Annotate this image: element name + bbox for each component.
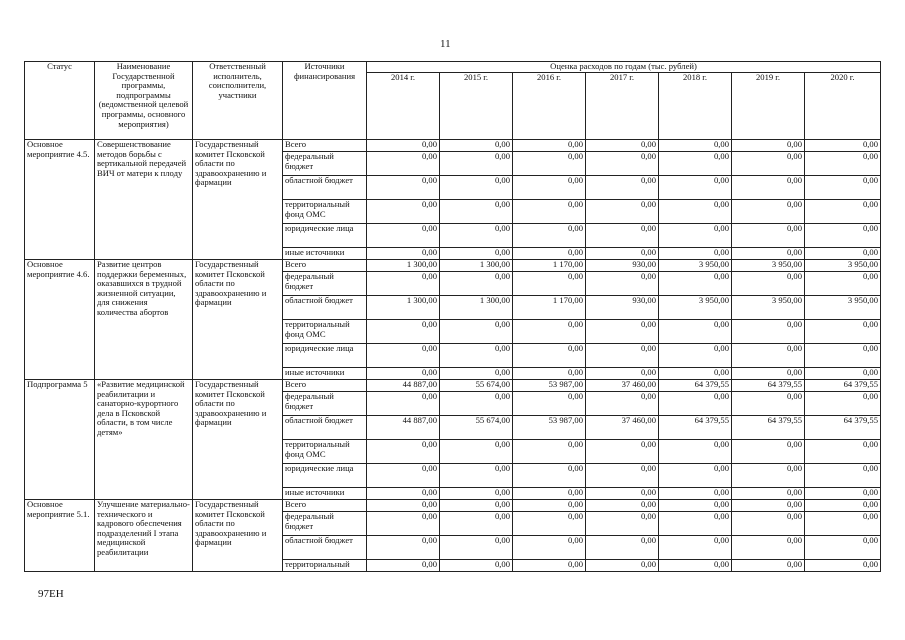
row-value: 0,00 xyxy=(732,392,805,416)
row-source: территориальный фонд ОМС xyxy=(283,320,367,344)
row-value: 0,00 xyxy=(440,560,513,572)
row-value: 0,00 xyxy=(805,488,881,500)
row-source: федеральный бюджет xyxy=(283,392,367,416)
row-value: 64 379,55 xyxy=(732,416,805,440)
header-responsible: Ответственный исполнитель, соисполнители, участники xyxy=(193,62,283,140)
row-value: 0,00 xyxy=(805,500,881,512)
row-value: 1 300,00 xyxy=(367,296,440,320)
row-source: территориальный xyxy=(283,560,367,572)
row-responsible: Государственный комитет Псковской области по здравоохранению и фармации xyxy=(193,380,283,500)
row-value: 0,00 xyxy=(805,176,881,200)
row-value: 0,00 xyxy=(732,464,805,488)
header-sources: Источники финансирования xyxy=(283,62,367,140)
row-value: 0,00 xyxy=(367,152,440,176)
row-value: 64 379,55 xyxy=(659,380,732,392)
row-value: 0,00 xyxy=(805,368,881,380)
header-estimate: Оценка расходов по годам (тыс. рублей) xyxy=(367,62,881,73)
row-name: Улучшение материально-технического и кадрового обеспечения подразделений I этапа медицинской реабилитации xyxy=(95,500,193,572)
row-value: 0,00 xyxy=(659,536,732,560)
row-value: 0,00 xyxy=(367,200,440,224)
row-value: 930,00 xyxy=(586,260,659,272)
row-value: 0,00 xyxy=(659,272,732,296)
row-source: иные источники xyxy=(283,368,367,380)
row-value: 0,00 xyxy=(367,320,440,344)
header-name: Наименование Государственной программы, подпрограммы (ведомственной целевой программы, основного мероприятия) xyxy=(95,62,193,140)
row-status: Подпрограмма 5 xyxy=(25,380,95,500)
row-value: 3 950,00 xyxy=(805,260,881,272)
row-value: 0,00 xyxy=(732,536,805,560)
row-value: 3 950,00 xyxy=(659,260,732,272)
row-value: 0,00 xyxy=(586,536,659,560)
row-value: 0,00 xyxy=(513,344,586,368)
row-responsible: Государственный комитет Псковской области по здравоохранению и фармации xyxy=(193,500,283,572)
row-value: 1 300,00 xyxy=(440,296,513,320)
row-source: Всего xyxy=(283,380,367,392)
row-value: 0,00 xyxy=(513,200,586,224)
row-value: 0,00 xyxy=(367,140,440,152)
row-value: 0,00 xyxy=(513,536,586,560)
row-value: 3 950,00 xyxy=(732,296,805,320)
row-value: 0,00 xyxy=(440,344,513,368)
row-value: 0,00 xyxy=(367,248,440,260)
row-source: областной бюджет xyxy=(283,536,367,560)
row-source: федеральный бюджет xyxy=(283,512,367,536)
row-value: 0,00 xyxy=(732,512,805,536)
row-value: 0,00 xyxy=(440,368,513,380)
row-value: 0,00 xyxy=(586,176,659,200)
row-name: Совершенствование методов борьбы с вертикальной передачей ВИЧ от матери к плоду xyxy=(95,140,193,260)
row-value: 0,00 xyxy=(513,392,586,416)
row-value: 0,00 xyxy=(805,200,881,224)
row-value: 0,00 xyxy=(513,176,586,200)
table-row xyxy=(25,380,881,392)
row-value: 0,00 xyxy=(440,272,513,296)
row-value: 0,00 xyxy=(805,320,881,344)
row-value: 0,00 xyxy=(513,248,586,260)
row-value: 0,00 xyxy=(586,248,659,260)
row-value: 0,00 xyxy=(367,176,440,200)
row-source: территориальный фонд ОМС xyxy=(283,200,367,224)
row-value: 0,00 xyxy=(440,140,513,152)
row-value: 0,00 xyxy=(659,248,732,260)
row-value: 0,00 xyxy=(440,464,513,488)
row-value: 0,00 xyxy=(513,272,586,296)
row-value: 0,00 xyxy=(805,560,881,572)
row-value: 0,00 xyxy=(513,368,586,380)
row-value: 0,00 xyxy=(659,392,732,416)
row-status: Основное мероприятие 5.1. xyxy=(25,500,95,572)
row-value: 0,00 xyxy=(732,368,805,380)
row-name: Развитие центров поддержки беременных, оказавшихся в трудной жизненной ситуации, для снижения количества абортов xyxy=(95,260,193,380)
row-value: 0,00 xyxy=(440,500,513,512)
row-value: 1 300,00 xyxy=(440,260,513,272)
row-value: 0,00 xyxy=(586,152,659,176)
row-value: 0,00 xyxy=(732,224,805,248)
row-status: Основное мероприятие 4.6. xyxy=(25,260,95,380)
row-value: 0,00 xyxy=(440,320,513,344)
row-value: 0,00 xyxy=(367,560,440,572)
row-value: 0,00 xyxy=(513,464,586,488)
row-value: 1 170,00 xyxy=(513,260,586,272)
row-value: 0,00 xyxy=(659,440,732,464)
row-value: 0,00 xyxy=(805,140,881,152)
row-value: 0,00 xyxy=(805,272,881,296)
row-value: 0,00 xyxy=(659,464,732,488)
row-value: 0,00 xyxy=(586,392,659,416)
row-value: 37 460,00 xyxy=(586,380,659,392)
row-value: 0,00 xyxy=(367,440,440,464)
row-value: 0,00 xyxy=(367,344,440,368)
header-year: 2014 г. xyxy=(367,73,440,140)
row-source: территориальный фонд ОМС xyxy=(283,440,367,464)
row-value: 0,00 xyxy=(440,200,513,224)
page-number: 11 xyxy=(440,38,451,50)
table-header xyxy=(25,62,881,140)
row-responsible: Государственный комитет Псковской области по здравоохранению и фармации xyxy=(193,260,283,380)
row-source: федеральный бюджет xyxy=(283,152,367,176)
row-value: 0,00 xyxy=(586,200,659,224)
row-source: юридические лица xyxy=(283,344,367,368)
row-value: 0,00 xyxy=(586,500,659,512)
row-value: 53 987,00 xyxy=(513,380,586,392)
row-source: Всего xyxy=(283,500,367,512)
row-value: 0,00 xyxy=(513,224,586,248)
row-value: 0,00 xyxy=(659,488,732,500)
row-value: 0,00 xyxy=(586,224,659,248)
row-value: 0,00 xyxy=(513,560,586,572)
row-value: 0,00 xyxy=(513,512,586,536)
row-value: 0,00 xyxy=(805,440,881,464)
budget-table xyxy=(24,61,881,572)
row-value: 0,00 xyxy=(732,200,805,224)
row-status: Основное мероприятие 4.5. xyxy=(25,140,95,260)
table-body xyxy=(25,140,881,572)
row-value: 53 987,00 xyxy=(513,416,586,440)
row-value: 0,00 xyxy=(367,536,440,560)
row-value: 1 300,00 xyxy=(367,260,440,272)
row-value: 0,00 xyxy=(659,344,732,368)
row-value: 0,00 xyxy=(440,440,513,464)
row-value: 0,00 xyxy=(659,152,732,176)
row-value: 0,00 xyxy=(367,464,440,488)
row-value: 0,00 xyxy=(367,512,440,536)
row-value: 0,00 xyxy=(440,176,513,200)
row-value: 0,00 xyxy=(440,536,513,560)
row-value: 0,00 xyxy=(513,500,586,512)
row-value: 0,00 xyxy=(805,512,881,536)
row-value: 55 674,00 xyxy=(440,416,513,440)
row-value: 0,00 xyxy=(513,440,586,464)
header-year: 2020 г. xyxy=(805,73,881,140)
row-value: 0,00 xyxy=(586,464,659,488)
row-value: 0,00 xyxy=(513,488,586,500)
row-value: 0,00 xyxy=(732,320,805,344)
row-value: 3 950,00 xyxy=(732,260,805,272)
row-value: 0,00 xyxy=(805,536,881,560)
header-year: 2018 г. xyxy=(659,73,732,140)
row-value: 0,00 xyxy=(805,248,881,260)
row-value: 0,00 xyxy=(732,344,805,368)
row-source: областной бюджет xyxy=(283,416,367,440)
row-source: областной бюджет xyxy=(283,296,367,320)
row-value: 0,00 xyxy=(586,320,659,344)
row-value: 0,00 xyxy=(732,248,805,260)
row-value: 0,00 xyxy=(732,176,805,200)
row-value: 0,00 xyxy=(440,224,513,248)
row-value: 0,00 xyxy=(805,392,881,416)
row-source: иные источники xyxy=(283,488,367,500)
row-value: 64 379,55 xyxy=(659,416,732,440)
row-value: 0,00 xyxy=(659,176,732,200)
row-value: 0,00 xyxy=(440,248,513,260)
row-value: 0,00 xyxy=(805,464,881,488)
table-row xyxy=(25,500,881,512)
table-row xyxy=(25,140,881,152)
row-value: 0,00 xyxy=(440,392,513,416)
row-value: 0,00 xyxy=(440,152,513,176)
row-source: юридические лица xyxy=(283,464,367,488)
row-value: 0,00 xyxy=(367,488,440,500)
row-value: 0,00 xyxy=(586,488,659,500)
row-value: 0,00 xyxy=(732,440,805,464)
row-name: «Развитие медицинской реабилитации и санаторно-курортного дела в Псковской области, в том числе детям» xyxy=(95,380,193,500)
header-year: 2016 г. xyxy=(513,73,586,140)
row-value: 0,00 xyxy=(659,500,732,512)
row-value: 0,00 xyxy=(513,320,586,344)
row-value: 0,00 xyxy=(805,152,881,176)
row-value: 0,00 xyxy=(367,224,440,248)
header-year: 2015 г. xyxy=(440,73,513,140)
row-value: 0,00 xyxy=(659,560,732,572)
row-value: 0,00 xyxy=(659,224,732,248)
footer-code: 97EH xyxy=(38,588,64,600)
row-value: 0,00 xyxy=(586,140,659,152)
table-row xyxy=(25,260,881,272)
row-responsible: Государственный комитет Псковской области по здравоохранению и фармации xyxy=(193,140,283,260)
row-value: 0,00 xyxy=(732,488,805,500)
row-value: 0,00 xyxy=(732,560,805,572)
row-value: 0,00 xyxy=(732,272,805,296)
row-value: 1 170,00 xyxy=(513,296,586,320)
row-value: 0,00 xyxy=(367,272,440,296)
row-value: 0,00 xyxy=(586,272,659,296)
row-value: 0,00 xyxy=(732,140,805,152)
row-value: 0,00 xyxy=(367,392,440,416)
row-value: 0,00 xyxy=(586,368,659,380)
row-value: 3 950,00 xyxy=(805,296,881,320)
row-value: 0,00 xyxy=(586,344,659,368)
row-value: 0,00 xyxy=(659,320,732,344)
row-value: 0,00 xyxy=(732,152,805,176)
row-value: 0,00 xyxy=(586,440,659,464)
row-value: 0,00 xyxy=(440,488,513,500)
row-value: 44 887,00 xyxy=(367,380,440,392)
row-value: 0,00 xyxy=(659,200,732,224)
row-value: 55 674,00 xyxy=(440,380,513,392)
row-value: 37 460,00 xyxy=(586,416,659,440)
row-value: 0,00 xyxy=(586,512,659,536)
row-value: 0,00 xyxy=(367,500,440,512)
row-value: 0,00 xyxy=(586,560,659,572)
row-value: 0,00 xyxy=(513,152,586,176)
row-value: 0,00 xyxy=(513,140,586,152)
row-value: 0,00 xyxy=(440,512,513,536)
row-value: 3 950,00 xyxy=(659,296,732,320)
row-source: федеральный бюджет xyxy=(283,272,367,296)
row-value: 0,00 xyxy=(805,224,881,248)
row-value: 64 379,55 xyxy=(805,380,881,392)
row-value: 0,00 xyxy=(659,140,732,152)
row-value: 64 379,55 xyxy=(805,416,881,440)
header-status: Статус xyxy=(25,62,95,140)
row-source: иные источники xyxy=(283,248,367,260)
row-value: 0,00 xyxy=(659,368,732,380)
row-value: 0,00 xyxy=(659,512,732,536)
row-value: 0,00 xyxy=(732,500,805,512)
row-source: Всего xyxy=(283,140,367,152)
header-year: 2019 г. xyxy=(732,73,805,140)
row-value: 930,00 xyxy=(586,296,659,320)
row-value: 64 379,55 xyxy=(732,380,805,392)
row-value: 0,00 xyxy=(367,368,440,380)
row-source: юридические лица xyxy=(283,224,367,248)
row-source: областной бюджет xyxy=(283,176,367,200)
row-value: 44 887,00 xyxy=(367,416,440,440)
row-source: Всего xyxy=(283,260,367,272)
header-year: 2017 г. xyxy=(586,73,659,140)
row-value: 0,00 xyxy=(805,344,881,368)
